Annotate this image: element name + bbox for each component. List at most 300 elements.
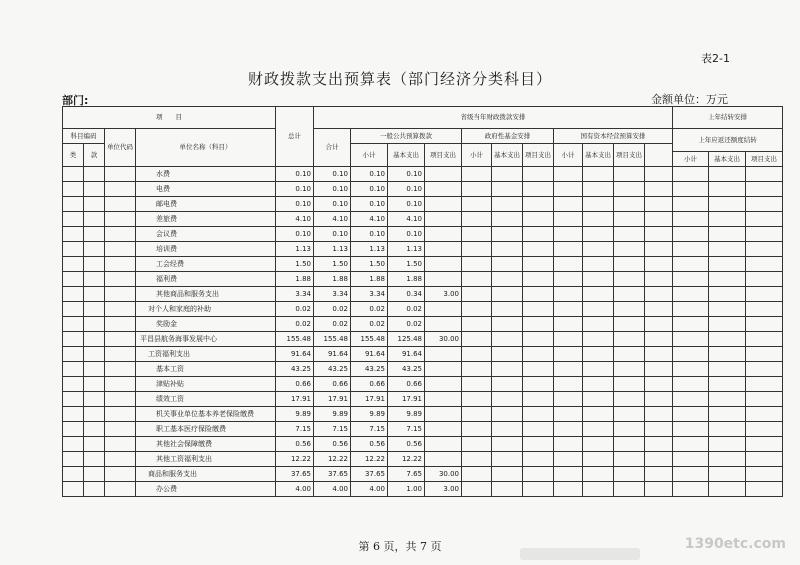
row-name: 其他商品和服务支出 bbox=[136, 287, 276, 302]
empty-cell bbox=[614, 287, 645, 302]
cell-project bbox=[425, 212, 462, 227]
empty-cell bbox=[492, 377, 523, 392]
empty-cell bbox=[583, 227, 614, 242]
empty-cell bbox=[645, 467, 673, 482]
header-general-public: 一般公共预算拨款 bbox=[351, 129, 462, 144]
code-cell bbox=[84, 482, 105, 497]
code-cell bbox=[105, 422, 136, 437]
row-name: 津贴补贴 bbox=[136, 377, 276, 392]
code-cell bbox=[105, 377, 136, 392]
row-name: 电费 bbox=[136, 182, 276, 197]
cell-sum: 0.56 bbox=[314, 437, 351, 452]
empty-cell bbox=[492, 347, 523, 362]
empty-cell bbox=[583, 182, 614, 197]
empty-cell bbox=[709, 167, 746, 182]
cell-total: 0.66 bbox=[276, 377, 314, 392]
code-cell bbox=[105, 242, 136, 257]
empty-cell bbox=[746, 362, 783, 377]
empty-cell bbox=[554, 242, 583, 257]
empty-cell bbox=[645, 332, 673, 347]
empty-cell bbox=[673, 182, 709, 197]
empty-cell bbox=[492, 227, 523, 242]
cell-project bbox=[425, 347, 462, 362]
empty-cell bbox=[523, 197, 554, 212]
empty-cell bbox=[645, 347, 673, 362]
cell-subtotal: 4.00 bbox=[351, 482, 388, 497]
empty-cell bbox=[673, 452, 709, 467]
empty-cell bbox=[462, 302, 492, 317]
cell-total: 0.10 bbox=[276, 227, 314, 242]
code-cell bbox=[84, 272, 105, 287]
empty-cell bbox=[673, 422, 709, 437]
empty-cell bbox=[492, 272, 523, 287]
empty-cell bbox=[645, 482, 673, 497]
code-cell bbox=[84, 392, 105, 407]
empty-cell bbox=[554, 332, 583, 347]
empty-cell bbox=[462, 332, 492, 347]
row-name: 其他社会保障缴费 bbox=[136, 437, 276, 452]
code-cell bbox=[84, 182, 105, 197]
cell-subtotal: 7.15 bbox=[351, 422, 388, 437]
empty-cell bbox=[583, 422, 614, 437]
empty-cell bbox=[554, 347, 583, 362]
header-total: 总计 bbox=[276, 107, 314, 167]
empty-cell bbox=[709, 332, 746, 347]
cell-basic: 7.15 bbox=[388, 422, 425, 437]
empty-cell bbox=[462, 287, 492, 302]
empty-cell bbox=[462, 467, 492, 482]
empty-cell bbox=[746, 467, 783, 482]
empty-cell bbox=[614, 302, 645, 317]
code-cell bbox=[63, 317, 84, 332]
empty-cell bbox=[583, 167, 614, 182]
empty-cell bbox=[709, 482, 746, 497]
empty-cell bbox=[492, 407, 523, 422]
empty-cell bbox=[462, 317, 492, 332]
empty-cell bbox=[583, 482, 614, 497]
cell-project bbox=[425, 242, 462, 257]
table-row bbox=[63, 272, 783, 287]
code-cell bbox=[63, 362, 84, 377]
cell-total: 0.02 bbox=[276, 302, 314, 317]
row-name: 平昌县航务海事发展中心 bbox=[136, 332, 276, 347]
empty-cell bbox=[673, 347, 709, 362]
table-row bbox=[63, 287, 783, 302]
empty-cell bbox=[614, 257, 645, 272]
code-cell bbox=[105, 347, 136, 362]
cell-project bbox=[425, 377, 462, 392]
row-name: 福利费 bbox=[136, 272, 276, 287]
empty-cell bbox=[554, 272, 583, 287]
table-row bbox=[63, 167, 783, 182]
table-row bbox=[63, 347, 783, 362]
empty-cell bbox=[614, 407, 645, 422]
cell-subtotal: 0.10 bbox=[351, 182, 388, 197]
header-class: 类 bbox=[63, 144, 84, 167]
cell-project bbox=[425, 227, 462, 242]
empty-cell bbox=[645, 227, 673, 242]
code-cell bbox=[63, 452, 84, 467]
empty-cell bbox=[554, 182, 583, 197]
code-cell bbox=[63, 422, 84, 437]
code-cell bbox=[105, 332, 136, 347]
empty-cell bbox=[523, 407, 554, 422]
code-cell bbox=[105, 452, 136, 467]
empty-cell bbox=[554, 467, 583, 482]
empty-cell bbox=[554, 452, 583, 467]
code-cell bbox=[63, 242, 84, 257]
empty-cell bbox=[614, 437, 645, 452]
cell-project bbox=[425, 167, 462, 182]
code-cell bbox=[84, 257, 105, 272]
cell-basic: 9.89 bbox=[388, 407, 425, 422]
cell-basic: 91.64 bbox=[388, 347, 425, 362]
row-name: 基本工资 bbox=[136, 362, 276, 377]
cell-sum: 0.66 bbox=[314, 377, 351, 392]
empty-cell bbox=[673, 332, 709, 347]
code-cell bbox=[63, 467, 84, 482]
empty-cell bbox=[614, 167, 645, 182]
empty-cell bbox=[614, 242, 645, 257]
empty-cell bbox=[746, 452, 783, 467]
empty-cell bbox=[614, 182, 645, 197]
cell-subtotal: 43.25 bbox=[351, 362, 388, 377]
page-footer: 第 6 页，共 7 页 bbox=[358, 540, 442, 553]
code-cell bbox=[63, 272, 84, 287]
empty-cell bbox=[523, 452, 554, 467]
code-cell bbox=[105, 167, 136, 182]
empty-cell bbox=[523, 332, 554, 347]
code-cell bbox=[105, 182, 136, 197]
cell-total: 0.10 bbox=[276, 182, 314, 197]
cell-subtotal: 4.10 bbox=[351, 212, 388, 227]
empty-cell bbox=[746, 482, 783, 497]
empty-cell bbox=[523, 212, 554, 227]
empty-cell bbox=[554, 482, 583, 497]
empty-cell bbox=[492, 242, 523, 257]
empty-cell bbox=[746, 287, 783, 302]
code-cell bbox=[84, 302, 105, 317]
header-state-capital: 国有资本经营预算安排 bbox=[554, 129, 673, 144]
empty-cell bbox=[554, 257, 583, 272]
empty-cell bbox=[583, 362, 614, 377]
empty-cell bbox=[709, 227, 746, 242]
empty-cell bbox=[645, 422, 673, 437]
empty-cell bbox=[709, 347, 746, 362]
cell-basic: 1.50 bbox=[388, 257, 425, 272]
empty-cell bbox=[673, 212, 709, 227]
empty-cell bbox=[673, 287, 709, 302]
code-cell bbox=[84, 347, 105, 362]
empty-cell bbox=[673, 257, 709, 272]
empty-cell bbox=[673, 272, 709, 287]
row-name: 水费 bbox=[136, 167, 276, 182]
cell-project bbox=[425, 182, 462, 197]
empty-cell bbox=[492, 437, 523, 452]
code-cell bbox=[63, 302, 84, 317]
empty-cell bbox=[583, 452, 614, 467]
empty-cell bbox=[614, 347, 645, 362]
empty-cell bbox=[645, 452, 673, 467]
code-cell bbox=[105, 302, 136, 317]
form-number: 表2-1 bbox=[701, 52, 730, 65]
empty-cell bbox=[673, 407, 709, 422]
empty-cell bbox=[583, 317, 614, 332]
cell-basic: 1.00 bbox=[388, 482, 425, 497]
empty-cell bbox=[523, 392, 554, 407]
cell-total: 0.10 bbox=[276, 197, 314, 212]
empty-cell bbox=[645, 377, 673, 392]
cell-basic: 0.66 bbox=[388, 377, 425, 392]
cell-sum: 0.02 bbox=[314, 302, 351, 317]
header-basic-3: 基本支出 bbox=[583, 144, 614, 167]
empty-cell bbox=[746, 272, 783, 287]
empty-cell bbox=[583, 437, 614, 452]
row-name: 办公费 bbox=[136, 482, 276, 497]
empty-cell bbox=[614, 197, 645, 212]
code-cell bbox=[84, 422, 105, 437]
code-cell bbox=[63, 407, 84, 422]
code-cell bbox=[63, 347, 84, 362]
cell-basic: 0.10 bbox=[388, 167, 425, 182]
cell-basic: 43.25 bbox=[388, 362, 425, 377]
empty-cell bbox=[614, 482, 645, 497]
empty-cell bbox=[746, 227, 783, 242]
table-row bbox=[63, 332, 783, 347]
empty-cell bbox=[709, 452, 746, 467]
header-basic-2: 基本支出 bbox=[492, 144, 523, 167]
department-label: 部门: bbox=[62, 94, 89, 107]
empty-cell bbox=[709, 467, 746, 482]
empty-cell bbox=[709, 257, 746, 272]
empty-cell bbox=[645, 437, 673, 452]
empty-cell bbox=[746, 212, 783, 227]
header-basic-4: 基本支出 bbox=[709, 152, 746, 167]
empty-cell bbox=[462, 167, 492, 182]
empty-cell bbox=[523, 287, 554, 302]
empty-cell bbox=[709, 392, 746, 407]
cell-basic: 125.48 bbox=[388, 332, 425, 347]
empty-cell bbox=[492, 392, 523, 407]
empty-cell bbox=[462, 392, 492, 407]
empty-cell bbox=[462, 242, 492, 257]
cell-sum: 7.15 bbox=[314, 422, 351, 437]
code-cell bbox=[63, 482, 84, 497]
empty-cell bbox=[523, 257, 554, 272]
code-cell bbox=[63, 257, 84, 272]
table-row bbox=[63, 392, 783, 407]
currency-unit: 金额单位：万元 bbox=[651, 93, 728, 106]
header-blank bbox=[645, 144, 673, 167]
empty-cell bbox=[645, 197, 673, 212]
code-cell bbox=[63, 377, 84, 392]
empty-cell bbox=[492, 302, 523, 317]
cell-project: 30.00 bbox=[425, 467, 462, 482]
cell-basic: 1.88 bbox=[388, 272, 425, 287]
row-name: 培训费 bbox=[136, 242, 276, 257]
empty-cell bbox=[492, 197, 523, 212]
empty-cell bbox=[492, 212, 523, 227]
empty-cell bbox=[614, 452, 645, 467]
table-row bbox=[63, 197, 783, 212]
empty-cell bbox=[673, 467, 709, 482]
code-cell bbox=[84, 332, 105, 347]
row-name: 奖励金 bbox=[136, 317, 276, 332]
code-cell bbox=[63, 287, 84, 302]
code-cell bbox=[105, 227, 136, 242]
empty-cell bbox=[554, 212, 583, 227]
empty-cell bbox=[746, 422, 783, 437]
empty-cell bbox=[492, 287, 523, 302]
code-cell bbox=[63, 167, 84, 182]
header-item: 款 bbox=[84, 144, 105, 167]
cell-project bbox=[425, 302, 462, 317]
cell-total: 9.89 bbox=[276, 407, 314, 422]
header-project-4: 项目支出 bbox=[746, 152, 783, 167]
cell-total: 0.56 bbox=[276, 437, 314, 452]
empty-cell bbox=[492, 467, 523, 482]
header-carryover: 上年应返还额度结转 bbox=[673, 129, 783, 152]
empty-cell bbox=[554, 407, 583, 422]
empty-cell bbox=[709, 422, 746, 437]
cell-project bbox=[425, 452, 462, 467]
cell-basic: 0.10 bbox=[388, 227, 425, 242]
cell-subtotal: 0.02 bbox=[351, 302, 388, 317]
cell-subtotal: 155.48 bbox=[351, 332, 388, 347]
code-cell bbox=[105, 212, 136, 227]
cell-subtotal: 9.89 bbox=[351, 407, 388, 422]
empty-cell bbox=[462, 212, 492, 227]
row-name: 会议费 bbox=[136, 227, 276, 242]
empty-cell bbox=[554, 392, 583, 407]
code-cell bbox=[84, 407, 105, 422]
cell-total: 4.10 bbox=[276, 212, 314, 227]
empty-cell bbox=[746, 242, 783, 257]
page-title: 财政拨款支出预算表（部门经济分类科目） bbox=[247, 70, 552, 88]
code-cell bbox=[84, 227, 105, 242]
cell-total: 12.22 bbox=[276, 452, 314, 467]
empty-cell bbox=[645, 212, 673, 227]
empty-cell bbox=[746, 197, 783, 212]
table-row bbox=[63, 482, 783, 497]
code-cell bbox=[63, 182, 84, 197]
code-cell bbox=[84, 212, 105, 227]
cell-basic: 0.02 bbox=[388, 317, 425, 332]
row-name: 商品和服务支出 bbox=[136, 467, 276, 482]
code-cell bbox=[84, 167, 105, 182]
code-cell bbox=[84, 452, 105, 467]
header-subtotal-1: 小计 bbox=[351, 144, 388, 167]
cell-total: 0.02 bbox=[276, 317, 314, 332]
header-project-2: 项目支出 bbox=[523, 144, 554, 167]
row-name: 对个人和家庭的补助 bbox=[136, 302, 276, 317]
cell-sum: 0.10 bbox=[314, 227, 351, 242]
empty-cell bbox=[645, 242, 673, 257]
cell-total: 0.10 bbox=[276, 167, 314, 182]
empty-cell bbox=[709, 242, 746, 257]
empty-cell bbox=[673, 317, 709, 332]
empty-cell bbox=[523, 362, 554, 377]
cell-basic: 0.10 bbox=[388, 197, 425, 212]
table-row bbox=[63, 182, 783, 197]
empty-cell bbox=[462, 452, 492, 467]
empty-cell bbox=[746, 182, 783, 197]
header-provincial: 省级当年财政拨款安排 bbox=[314, 107, 673, 129]
empty-cell bbox=[673, 302, 709, 317]
empty-cell bbox=[645, 287, 673, 302]
empty-cell bbox=[709, 437, 746, 452]
empty-cell bbox=[746, 167, 783, 182]
cell-subtotal: 0.10 bbox=[351, 227, 388, 242]
empty-cell bbox=[614, 467, 645, 482]
empty-cell bbox=[554, 287, 583, 302]
empty-cell bbox=[523, 422, 554, 437]
cell-sum: 0.02 bbox=[314, 317, 351, 332]
empty-cell bbox=[583, 407, 614, 422]
table-row bbox=[63, 227, 783, 242]
empty-cell bbox=[673, 437, 709, 452]
empty-cell bbox=[492, 167, 523, 182]
code-cell bbox=[105, 482, 136, 497]
cell-total: 4.00 bbox=[276, 482, 314, 497]
empty-cell bbox=[554, 302, 583, 317]
empty-cell bbox=[462, 197, 492, 212]
header-subtotal-4: 小计 bbox=[673, 152, 709, 167]
empty-cell bbox=[583, 242, 614, 257]
code-cell bbox=[84, 467, 105, 482]
code-cell bbox=[84, 377, 105, 392]
empty-cell bbox=[614, 227, 645, 242]
cell-sum: 1.13 bbox=[314, 242, 351, 257]
cell-subtotal: 12.22 bbox=[351, 452, 388, 467]
row-name: 其他工资福利支出 bbox=[136, 452, 276, 467]
cell-subtotal: 0.10 bbox=[351, 167, 388, 182]
empty-cell bbox=[746, 257, 783, 272]
cell-basic: 7.65 bbox=[388, 467, 425, 482]
cell-basic: 0.10 bbox=[388, 182, 425, 197]
cell-subtotal: 0.56 bbox=[351, 437, 388, 452]
empty-cell bbox=[462, 227, 492, 242]
empty-cell bbox=[709, 407, 746, 422]
table-row bbox=[63, 212, 783, 227]
cell-basic: 17.91 bbox=[388, 392, 425, 407]
table-row bbox=[63, 302, 783, 317]
code-cell bbox=[63, 437, 84, 452]
header-project-1: 项目支出 bbox=[425, 144, 462, 167]
row-name: 绩效工资 bbox=[136, 392, 276, 407]
empty-cell bbox=[614, 317, 645, 332]
empty-cell bbox=[523, 467, 554, 482]
table-row bbox=[63, 467, 783, 482]
empty-cell bbox=[709, 182, 746, 197]
empty-cell bbox=[462, 272, 492, 287]
empty-cell bbox=[554, 167, 583, 182]
code-cell bbox=[84, 287, 105, 302]
header-basic-1: 基本支出 bbox=[388, 144, 425, 167]
empty-cell bbox=[583, 332, 614, 347]
empty-cell bbox=[709, 362, 746, 377]
empty-cell bbox=[554, 227, 583, 242]
cell-subtotal: 3.34 bbox=[351, 287, 388, 302]
empty-cell bbox=[645, 302, 673, 317]
code-cell bbox=[105, 287, 136, 302]
empty-cell bbox=[583, 212, 614, 227]
empty-cell bbox=[462, 182, 492, 197]
cell-basic: 1.13 bbox=[388, 242, 425, 257]
empty-cell bbox=[462, 482, 492, 497]
empty-cell bbox=[746, 317, 783, 332]
empty-cell bbox=[614, 212, 645, 227]
